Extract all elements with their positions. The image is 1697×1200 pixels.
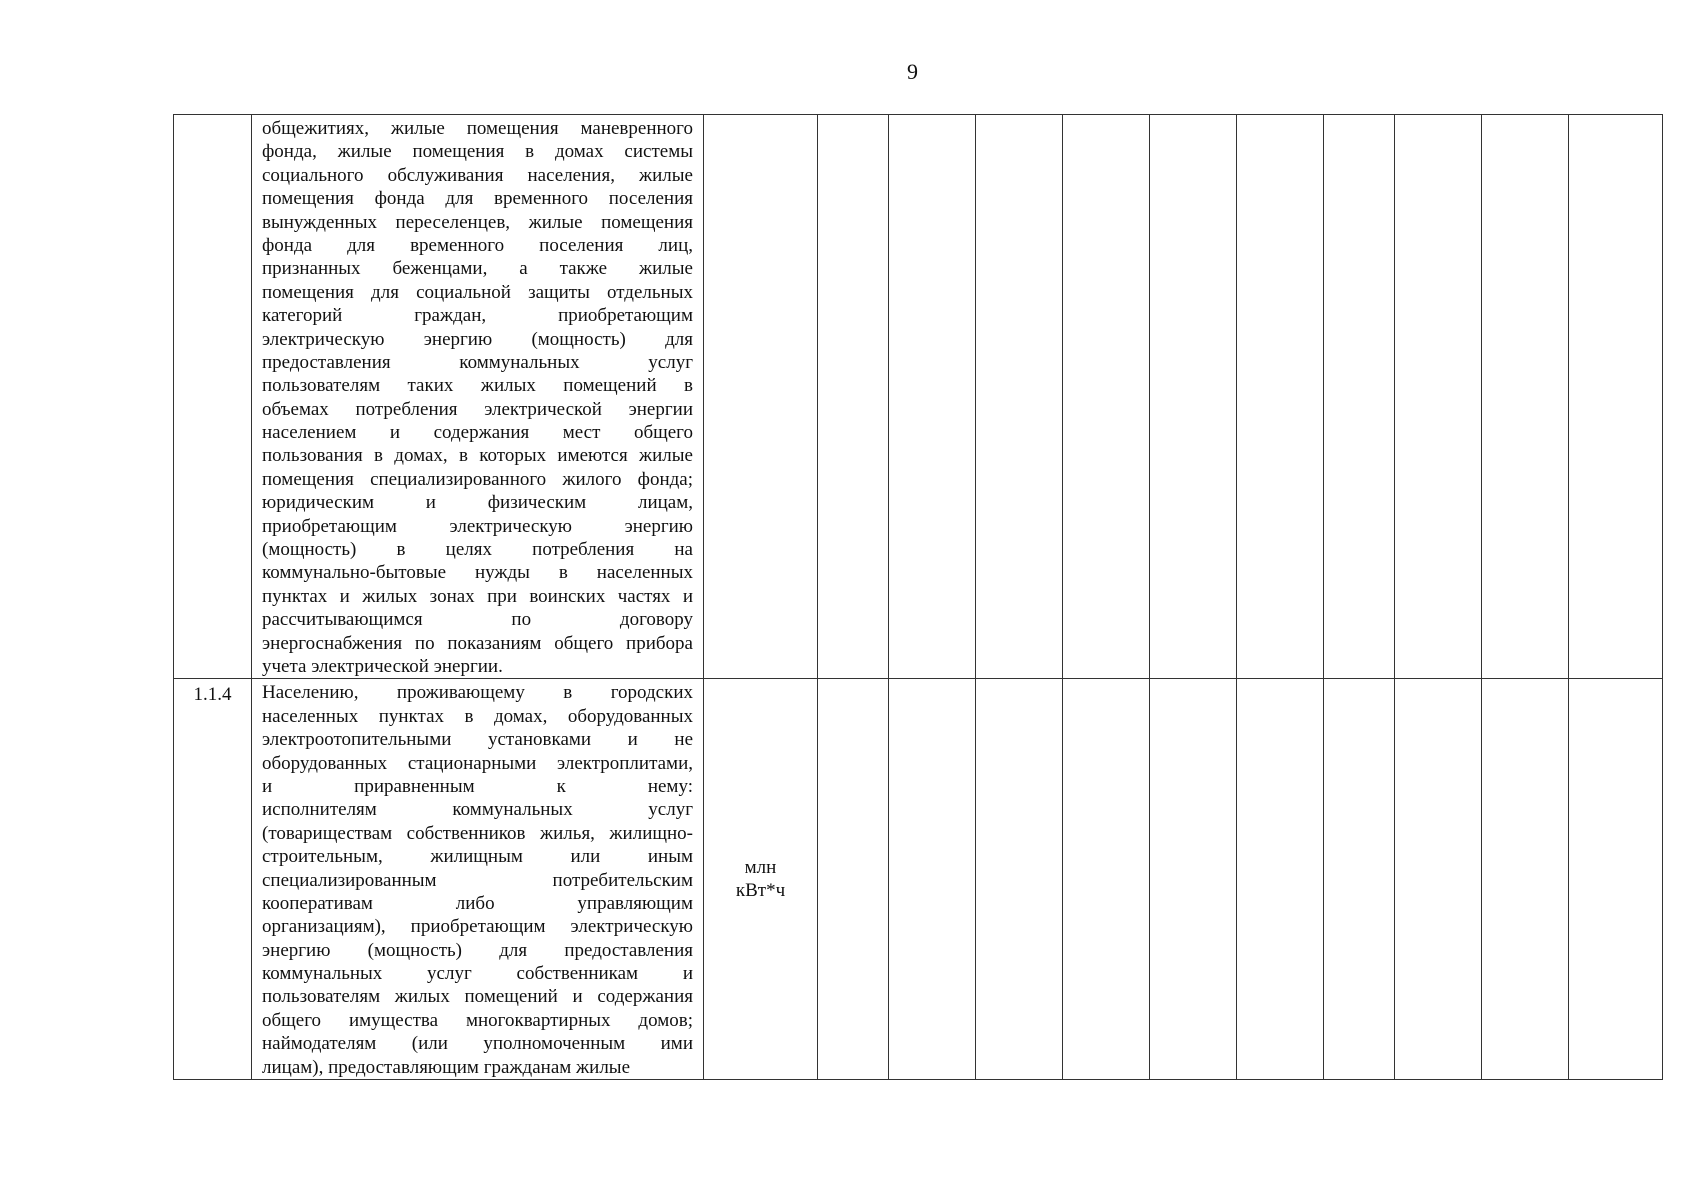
empty-value-cell — [1569, 115, 1663, 679]
unit-cell — [704, 679, 818, 1080]
description-line: электроотопительными установками и не — [262, 729, 693, 751]
empty-value-cell — [1063, 115, 1150, 679]
description-line: предоставления коммунальных услуг — [262, 351, 693, 373]
description-line: населением и содержания мест общего — [262, 422, 693, 444]
description-line: Населению, проживающему в городских — [262, 682, 693, 704]
page-number: 9 — [907, 59, 918, 84]
description-line: (товариществам собственников жилья, жилищно- — [262, 822, 693, 844]
empty-value-cell — [1150, 115, 1237, 679]
table-row — [174, 115, 1663, 679]
description-line: юридическим и физическим лицам, — [262, 492, 693, 514]
description-line: и приравненным к нему: — [262, 775, 693, 797]
empty-value-cell — [818, 679, 889, 1080]
description-line: оборудованных стационарными электроплитами, — [262, 752, 693, 774]
description-line: социального обслуживания населения, жилые — [262, 164, 693, 186]
row-number-cell: 1.1.4 — [174, 679, 252, 1080]
empty-value-cell — [1324, 115, 1395, 679]
description-line: помещения специализированного жилого фонда; — [262, 468, 693, 490]
empty-value-cell — [1395, 679, 1482, 1080]
empty-value-cell — [1324, 679, 1395, 1080]
description-line: вынужденных переселенцев, жилые помещения — [262, 211, 693, 233]
description-line: лицам), предоставляющим гражданам жилые — [262, 1056, 631, 1078]
document-table — [173, 114, 1663, 1080]
empty-value-cell — [976, 679, 1063, 1080]
description-line: энергию (мощность) для предоставления — [262, 939, 693, 961]
row-number-cell — [174, 115, 252, 679]
description-line: коммунально-бытовые нужды в населенных — [262, 562, 693, 584]
empty-value-cell — [976, 115, 1063, 679]
empty-value-cell — [889, 679, 976, 1080]
description-line: коммунальных услуг собственникам и — [262, 963, 693, 985]
unit-cell — [704, 115, 818, 679]
description-line: приобретающим электрическую энергию — [262, 515, 693, 537]
description-line: фонда для временного поселения лиц, — [262, 234, 693, 256]
description-line: пользования в домах, в которых имеются жилые — [262, 445, 693, 467]
description-line: наймодателям (или уполномоченным ими — [262, 1033, 693, 1055]
table-row — [174, 679, 1663, 1080]
description-line: пунктах и жилых зонах при воинских частях и — [262, 585, 693, 607]
description-line: строительным, жилищным или иным — [262, 846, 693, 868]
empty-value-cell — [1569, 679, 1663, 1080]
description-line: учета электрической энергии. — [262, 655, 503, 677]
description-line: исполнителям коммунальных услуг — [262, 799, 693, 821]
empty-value-cell — [1482, 679, 1569, 1080]
description-line: категорий граждан, приобретающим — [262, 305, 693, 327]
description-line: общего имущества многоквартирных домов; — [262, 1009, 693, 1031]
description-line: объемах потребления электрической энергии — [262, 398, 693, 420]
description-line: общежитиях, жилые помещения маневренного — [262, 118, 693, 139]
description-line: организациям), приобретающим электрическую — [262, 916, 693, 938]
description-line: населенных пунктах в домах, оборудованных — [262, 705, 693, 727]
empty-value-cell — [1395, 115, 1482, 679]
empty-value-cell — [889, 115, 976, 679]
description-line: пользователям таких жилых помещений в — [262, 375, 693, 397]
description-cell — [252, 679, 704, 1080]
empty-value-cell — [1150, 679, 1237, 1080]
description-line: фонда, жилые помещения в домах системы — [262, 141, 693, 163]
description-line: признанных беженцами, а также жилые — [262, 258, 693, 280]
description-line: помещения для социальной защиты отдельных — [262, 281, 693, 303]
description-line: рассчитывающимся по договору — [262, 609, 693, 631]
description-line: специализированным потребительским — [262, 869, 693, 891]
unit-text: млн — [744, 856, 777, 878]
unit-text: кВт*ч — [735, 880, 786, 902]
empty-value-cell — [1482, 115, 1569, 679]
description-line: помещения фонда для временного поселения — [262, 188, 693, 210]
description-line: пользователям жилых помещений и содержания — [262, 986, 693, 1008]
description-line: энергоснабжения по показаниям общего прибора — [262, 632, 693, 654]
empty-value-cell — [1237, 679, 1324, 1080]
empty-value-cell — [1237, 115, 1324, 679]
description-cell — [252, 115, 704, 679]
empty-value-cell — [1063, 679, 1150, 1080]
description-line: электрическую энергию (мощность) для — [262, 328, 693, 350]
empty-value-cell — [818, 115, 889, 679]
description-line: (мощность) в целях потребления на — [262, 539, 693, 561]
description-line: кооперативам либо управляющим — [262, 892, 693, 914]
